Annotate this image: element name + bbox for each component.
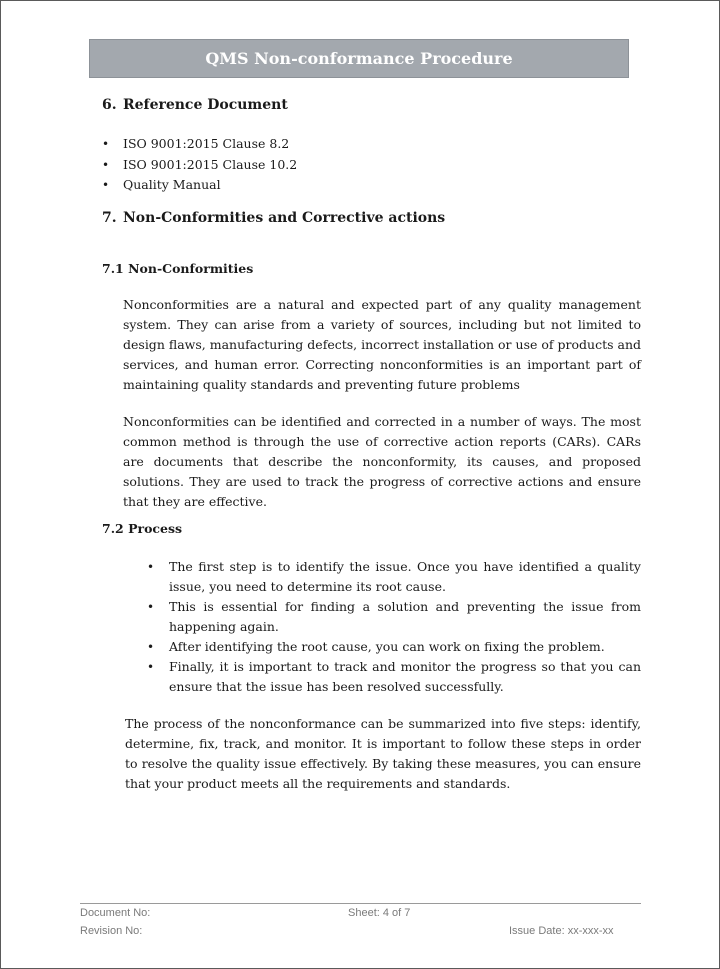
bullet-icon: •	[147, 560, 155, 574]
process-summary-paragraph: The process of the nonconformance can be summarized into five steps: identify, determine, fix, track, and monitor. It is important to follow these steps in order to resolve the quality issue effectively. By taking these measures, you can ensure that your product meets all the requirements and standards.	[125, 716, 641, 791]
subsection-7-2-heading: 7.2 Process	[102, 521, 183, 536]
bullet-icon: •	[102, 157, 110, 172]
footer-revision-no: Revision No:	[80, 925, 143, 937]
bullet-icon: •	[147, 640, 155, 654]
reference-item-text: Quality Manual	[123, 177, 221, 192]
list-item	[102, 134, 297, 155]
bullet-icon: •	[102, 178, 110, 192]
process-step-text: This is essential for finding a solution and preventing the issue from happening again.	[169, 599, 641, 634]
section-7-heading	[102, 210, 445, 226]
footer-document-no: Document No:	[80, 907, 151, 919]
nonconformities-paragraph-1: Nonconformities are a natural and expected part of any quality management system. They can arise from a variety of sources, including but not limited to design flaws, manufacturing defects, incorrect installation or use of products and services, and human error. Correcting nonconformities is an important part of maintaining quality standards and preventing future problems	[123, 297, 641, 392]
footer-divider	[80, 903, 641, 904]
section-7-title: Non-Conformities and Corrective actions	[123, 210, 446, 226]
list-item	[102, 155, 297, 176]
section-6-number: 6.	[102, 97, 117, 113]
reference-document-list	[102, 134, 297, 196]
footer-issue-date: Issue Date: xx-xxx-xx	[509, 925, 614, 937]
list-item	[147, 657, 641, 697]
page-title: QMS Non-conformance Procedure	[205, 49, 513, 68]
list-item	[147, 597, 641, 637]
subsection-7-1-heading: 7.1 Non-Conformities	[102, 261, 254, 276]
list-item	[147, 637, 641, 657]
list-item	[102, 175, 297, 196]
reference-item-text: ISO 9001:2015 Clause 8.2	[123, 136, 290, 151]
bullet-icon: •	[147, 600, 155, 614]
process-step-text: After identifying the root cause, you can work on fixing the problem.	[169, 639, 605, 654]
process-step-text: Finally, it is important to track and monitor the progress so that you can ensure that the issue has been resolved successfully.	[169, 659, 641, 694]
reference-item-text: ISO 9001:2015 Clause 10.2	[123, 156, 298, 172]
footer-sheet-number: Sheet: 4 of 7	[348, 907, 411, 919]
process-step-text: The first step is to identify the issue. Once you have identified a quality issue, you need to determine its root cause.	[169, 559, 641, 594]
list-item	[147, 557, 641, 597]
page-title-banner	[89, 39, 629, 78]
bullet-icon: •	[102, 137, 110, 151]
process-steps-list	[147, 557, 641, 697]
nonconformities-paragraph-2: Nonconformities can be identified and corrected in a number of ways. The most common method is through the use of corrective action reports (CARs). CARs are documents that describe the nonconformity, its causes, and proposed solutions. They are used to track the progress of corrective actions and ensure that they are effective.	[123, 414, 641, 509]
bullet-icon: •	[147, 660, 155, 674]
section-7-number: 7.	[102, 210, 117, 226]
section-6-title: Reference Document	[123, 97, 288, 113]
section-6-heading	[102, 97, 288, 113]
